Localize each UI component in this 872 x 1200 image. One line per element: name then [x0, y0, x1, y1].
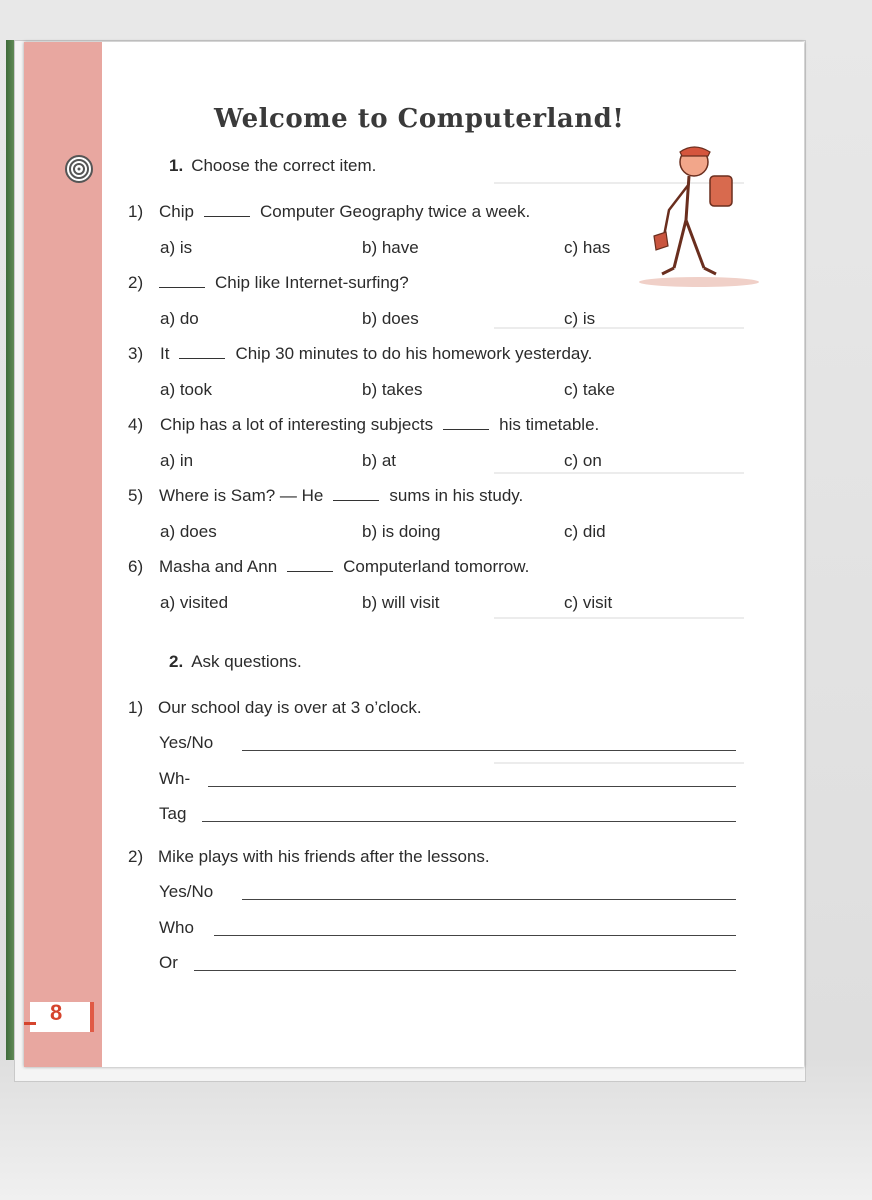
option-c[interactable]: c) on: [564, 451, 602, 470]
answer-blank[interactable]: [179, 346, 225, 359]
option-c[interactable]: c) did: [564, 522, 606, 541]
question-after: Computer Geography twice a week.: [259, 202, 531, 221]
answer-blank[interactable]: [333, 488, 379, 501]
question-after: sums in his study.: [389, 486, 524, 505]
workbook-page: [24, 42, 804, 1067]
spiral-icon: [64, 154, 94, 184]
option-a[interactable]: a) visited: [160, 593, 229, 612]
option-a[interactable]: a) do: [160, 309, 199, 328]
question-number: 6): [128, 557, 144, 576]
option-b[interactable]: b) does: [362, 309, 419, 328]
question-number: 2): [128, 273, 144, 292]
prompt-label: Or: [159, 953, 178, 972]
question-number: 4): [128, 415, 144, 434]
prompt-label: Tag: [159, 804, 187, 823]
question-text: [159, 202, 530, 222]
answer-blank[interactable]: [159, 275, 205, 288]
answer-line[interactable]: [208, 786, 736, 787]
option-a[interactable]: a) in: [160, 451, 194, 470]
answer-line[interactable]: [242, 899, 736, 900]
exercise-1-heading: [169, 156, 376, 176]
question-before: Chip: [159, 202, 194, 221]
question-text: [149, 273, 409, 293]
answer-line[interactable]: [202, 821, 736, 822]
answer-blank[interactable]: [204, 204, 250, 217]
exercise-2-instruction: Ask questions.: [191, 652, 302, 671]
answer-blank[interactable]: [443, 417, 489, 430]
prompt-label: Wh-: [159, 769, 191, 788]
question-text: [159, 557, 529, 577]
answer-line[interactable]: [242, 750, 736, 751]
exercise-2-heading: [169, 652, 302, 672]
option-c[interactable]: c) has: [564, 238, 611, 257]
option-b[interactable]: b) takes: [362, 380, 423, 399]
question-after: Chip 30 minutes to do his homework yesterday.: [235, 344, 593, 363]
question-text: [160, 415, 599, 435]
question-number: 3): [128, 344, 144, 363]
option-c[interactable]: c) take: [564, 380, 616, 399]
answer-line[interactable]: [194, 970, 736, 971]
page-number-mark: [24, 1022, 36, 1025]
walking-kid-illustration: [634, 140, 764, 290]
option-b[interactable]: b) will visit: [362, 593, 440, 612]
question-before: Chip has a lot of interesting subjects: [160, 415, 434, 434]
question-before: It: [160, 344, 170, 363]
question-sentence: Mike plays with his friends after the lessons.: [158, 847, 490, 866]
exercise-1-instruction: Choose the correct item.: [191, 156, 377, 175]
question-after: Computerland tomorrow.: [343, 557, 530, 576]
question-text: [160, 344, 592, 364]
question-number: 5): [128, 486, 144, 505]
question-number: 2): [128, 847, 144, 866]
question-number: 1): [128, 698, 144, 717]
option-a[interactable]: a) is: [160, 238, 193, 257]
page-number: 8: [50, 1000, 63, 1025]
exercise-2-number: 2.: [169, 652, 184, 671]
prompt-label: Yes/No: [159, 882, 214, 901]
side-color-band: [24, 42, 102, 1067]
answer-line[interactable]: [214, 935, 736, 936]
question-text: [159, 486, 523, 506]
question-before: Masha and Ann: [159, 557, 278, 576]
question-after: Chip like Internet-surfing?: [215, 273, 409, 292]
option-b[interactable]: b) have: [362, 238, 419, 257]
question-before: Where is Sam? — He: [159, 486, 324, 505]
prompt-label: Who: [159, 918, 194, 937]
option-a[interactable]: a) does: [160, 522, 217, 541]
prompt-label: Yes/No: [159, 733, 214, 752]
question-number: 1): [128, 202, 144, 221]
answer-blank[interactable]: [287, 559, 333, 572]
option-b[interactable]: b) at: [362, 451, 397, 470]
question-sentence: Our school day is over at 3 o’clock.: [158, 698, 422, 717]
option-a[interactable]: a) took: [160, 380, 212, 399]
option-c[interactable]: c) is: [564, 309, 596, 328]
page-title: Welcome to Computerland!: [214, 104, 625, 134]
exercise-1-number: 1.: [169, 156, 184, 175]
question-after: his timetable.: [499, 415, 600, 434]
option-c[interactable]: c) visit: [564, 593, 613, 612]
option-b[interactable]: b) is doing: [362, 522, 441, 541]
